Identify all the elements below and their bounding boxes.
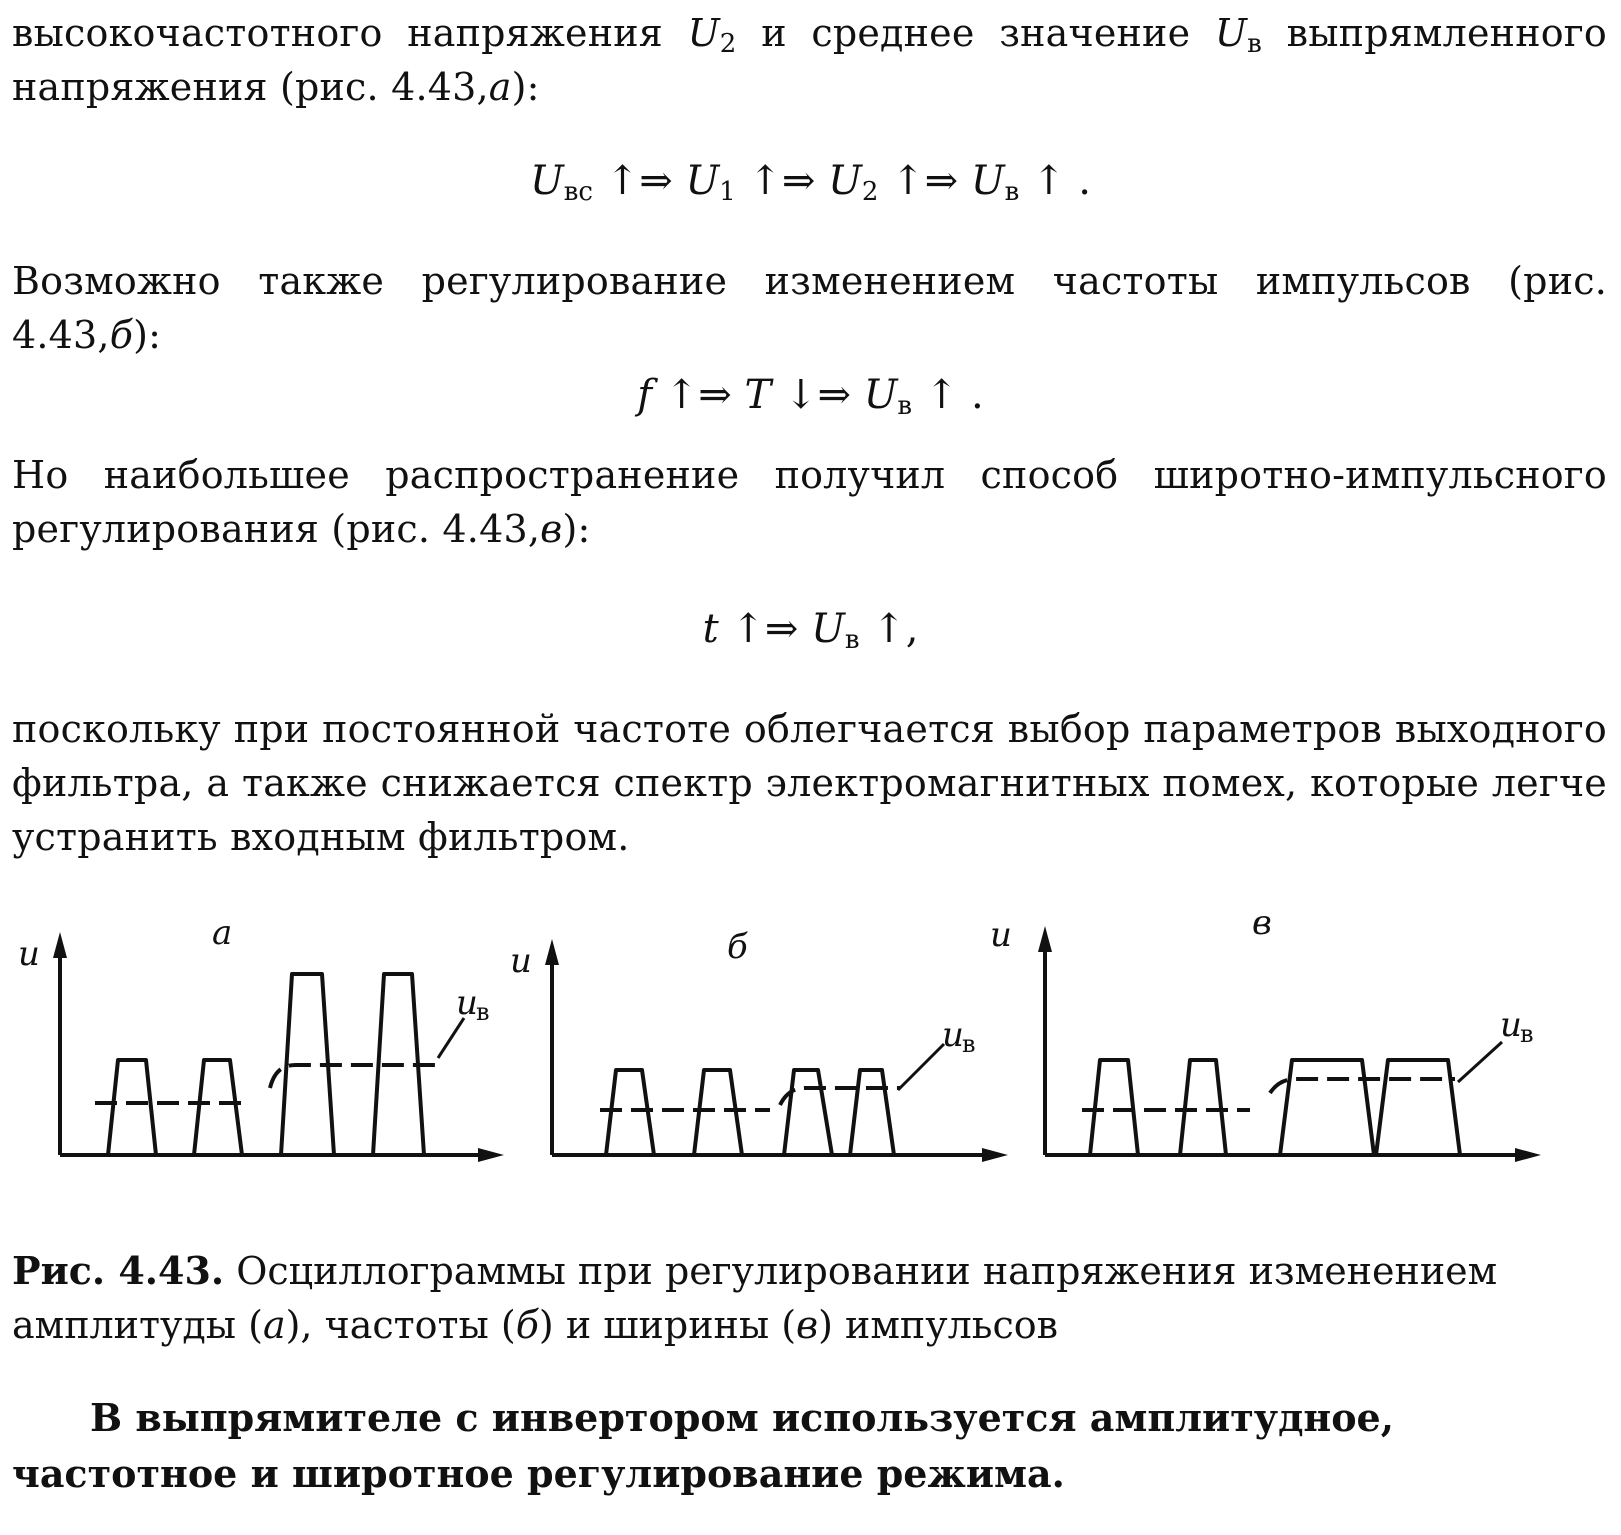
subscript: 2 bbox=[719, 29, 737, 59]
var-t-period: T bbox=[744, 372, 772, 418]
subscript: вс bbox=[563, 177, 593, 207]
pulse-v1 bbox=[1090, 1060, 1138, 1155]
text-fragment: высокочастотного напряжения bbox=[12, 11, 688, 55]
pulse-v4 bbox=[1376, 1060, 1460, 1155]
text-fragment: ) импульсов bbox=[818, 1303, 1058, 1347]
subscript: 2 bbox=[861, 177, 879, 207]
label-uv-sub-a: в bbox=[476, 998, 490, 1026]
text-fragment: Осциллограммы при регулировании напряжения изменением амплитуды ( bbox=[12, 1249, 1498, 1347]
var-u: U bbox=[685, 158, 720, 204]
caption-label: Рис. 4.43. bbox=[12, 1248, 225, 1293]
var-u: U bbox=[811, 606, 845, 652]
var-u: U bbox=[1214, 11, 1248, 55]
arrow: ↑⇒ bbox=[652, 372, 745, 418]
arrow: ↑⇒ bbox=[718, 606, 812, 652]
label-uv-b: u bbox=[942, 1015, 964, 1055]
pulse-b2 bbox=[694, 1070, 742, 1155]
subscript: в bbox=[1004, 177, 1020, 207]
formula-amplitude bbox=[0, 156, 1621, 206]
subscript: в bbox=[897, 391, 913, 421]
axis-label-u-b: u bbox=[510, 941, 532, 981]
label-uv-v: u bbox=[1500, 1005, 1522, 1045]
pulse-v3 bbox=[1280, 1060, 1374, 1155]
subscript: 1 bbox=[719, 177, 736, 207]
y-axis-arrow-a bbox=[53, 932, 67, 958]
axis-label-u-v: u bbox=[990, 915, 1012, 955]
paragraph-frequency bbox=[12, 254, 1607, 362]
arrow: ↑ . bbox=[912, 372, 984, 418]
panel-label-a: а bbox=[212, 913, 233, 953]
var-u: U bbox=[687, 11, 720, 55]
figure-ref: а bbox=[488, 65, 512, 109]
mean-level-a2 bbox=[270, 1065, 440, 1088]
var-u: U bbox=[828, 158, 862, 204]
text-fragment: Но наибольшее распространение получил способ широтно-импульсного регулирования (рис. 4.43, bbox=[12, 453, 1607, 551]
label-uv-sub-v: в bbox=[1520, 1020, 1534, 1048]
text-fragment: выпрямленного напряжения (рис. 4.43, bbox=[12, 11, 1607, 109]
text-fragment: ), частоты ( bbox=[285, 1303, 516, 1347]
text-fragment: ): bbox=[133, 313, 162, 357]
var-u: U bbox=[530, 158, 564, 204]
leader-line-b bbox=[898, 1044, 944, 1090]
leader-line-v bbox=[1458, 1042, 1502, 1082]
mean-level-b2 bbox=[780, 1088, 900, 1105]
paragraph-pwm bbox=[12, 448, 1607, 556]
y-axis-arrow-v bbox=[1038, 926, 1052, 952]
panel-label-v: в bbox=[1252, 903, 1272, 943]
conclusion-paragraph: В выпрямителе с инвертором используется амплитудное, частотное и широтное регулирование режима. bbox=[12, 1395, 1394, 1496]
figure-ref: в bbox=[796, 1303, 819, 1347]
formula-frequency bbox=[0, 370, 1621, 420]
pulse-v2 bbox=[1180, 1060, 1226, 1155]
label-uv-sub-b: в bbox=[962, 1030, 976, 1058]
arrow: ↑, bbox=[859, 606, 919, 652]
figure-graphics bbox=[53, 926, 1541, 1162]
var-f: f bbox=[637, 372, 653, 418]
pulse-b1 bbox=[606, 1070, 654, 1155]
oscillogram-figure bbox=[0, 890, 1621, 1230]
text-fragment: ) и ширины ( bbox=[538, 1303, 797, 1347]
figure-ref: б bbox=[515, 1303, 539, 1347]
pulse-a2 bbox=[194, 1060, 242, 1155]
paragraph-explanation: поскольку при постоянной частоте облегчается выбор параметров выходного фильтра, а также снижается спектр электромагнитных помех, которые легче устранить входным фильтром. bbox=[12, 707, 1607, 859]
var-u: U bbox=[970, 158, 1005, 204]
y-axis-arrow-b bbox=[545, 939, 559, 965]
arrow: ↓⇒ bbox=[771, 372, 864, 418]
text-fragment: и среднее значение bbox=[736, 11, 1215, 55]
text-fragment: Возможно также регулирование изменением частоты импульсов (рис. 4.43, bbox=[12, 259, 1607, 357]
arrow: ↑ . bbox=[1019, 158, 1091, 204]
figure-ref: б bbox=[109, 313, 134, 357]
pulse-a1 bbox=[108, 1060, 156, 1155]
x-axis-arrow-v bbox=[1515, 1148, 1541, 1162]
arrow: ↑⇒ bbox=[592, 158, 686, 204]
arrow: ↑⇒ bbox=[735, 158, 829, 204]
figure-ref: а bbox=[262, 1303, 286, 1347]
arrow: ↑⇒ bbox=[878, 158, 971, 204]
mean-level-v2 bbox=[1270, 1079, 1455, 1093]
leader-line-a bbox=[438, 1018, 464, 1058]
paragraph-intro bbox=[12, 6, 1607, 114]
x-axis-arrow-a bbox=[478, 1148, 504, 1162]
text-fragment: ): bbox=[562, 507, 591, 551]
var-t: t bbox=[702, 606, 719, 652]
subscript: в bbox=[1247, 29, 1262, 59]
pulse-b4 bbox=[850, 1070, 894, 1155]
panel-label-b: б bbox=[727, 927, 748, 967]
x-axis-arrow-b bbox=[982, 1148, 1008, 1162]
formula-pwm bbox=[0, 604, 1621, 654]
pulse-b3 bbox=[784, 1070, 832, 1155]
text-fragment: ): bbox=[511, 65, 540, 109]
figure-caption bbox=[12, 1244, 1607, 1352]
subscript: в bbox=[844, 625, 860, 655]
label-uv-a: u bbox=[456, 983, 478, 1023]
axis-label-u-a: u bbox=[18, 934, 40, 974]
figure-ref: в bbox=[540, 507, 563, 551]
var-u: U bbox=[863, 372, 898, 418]
